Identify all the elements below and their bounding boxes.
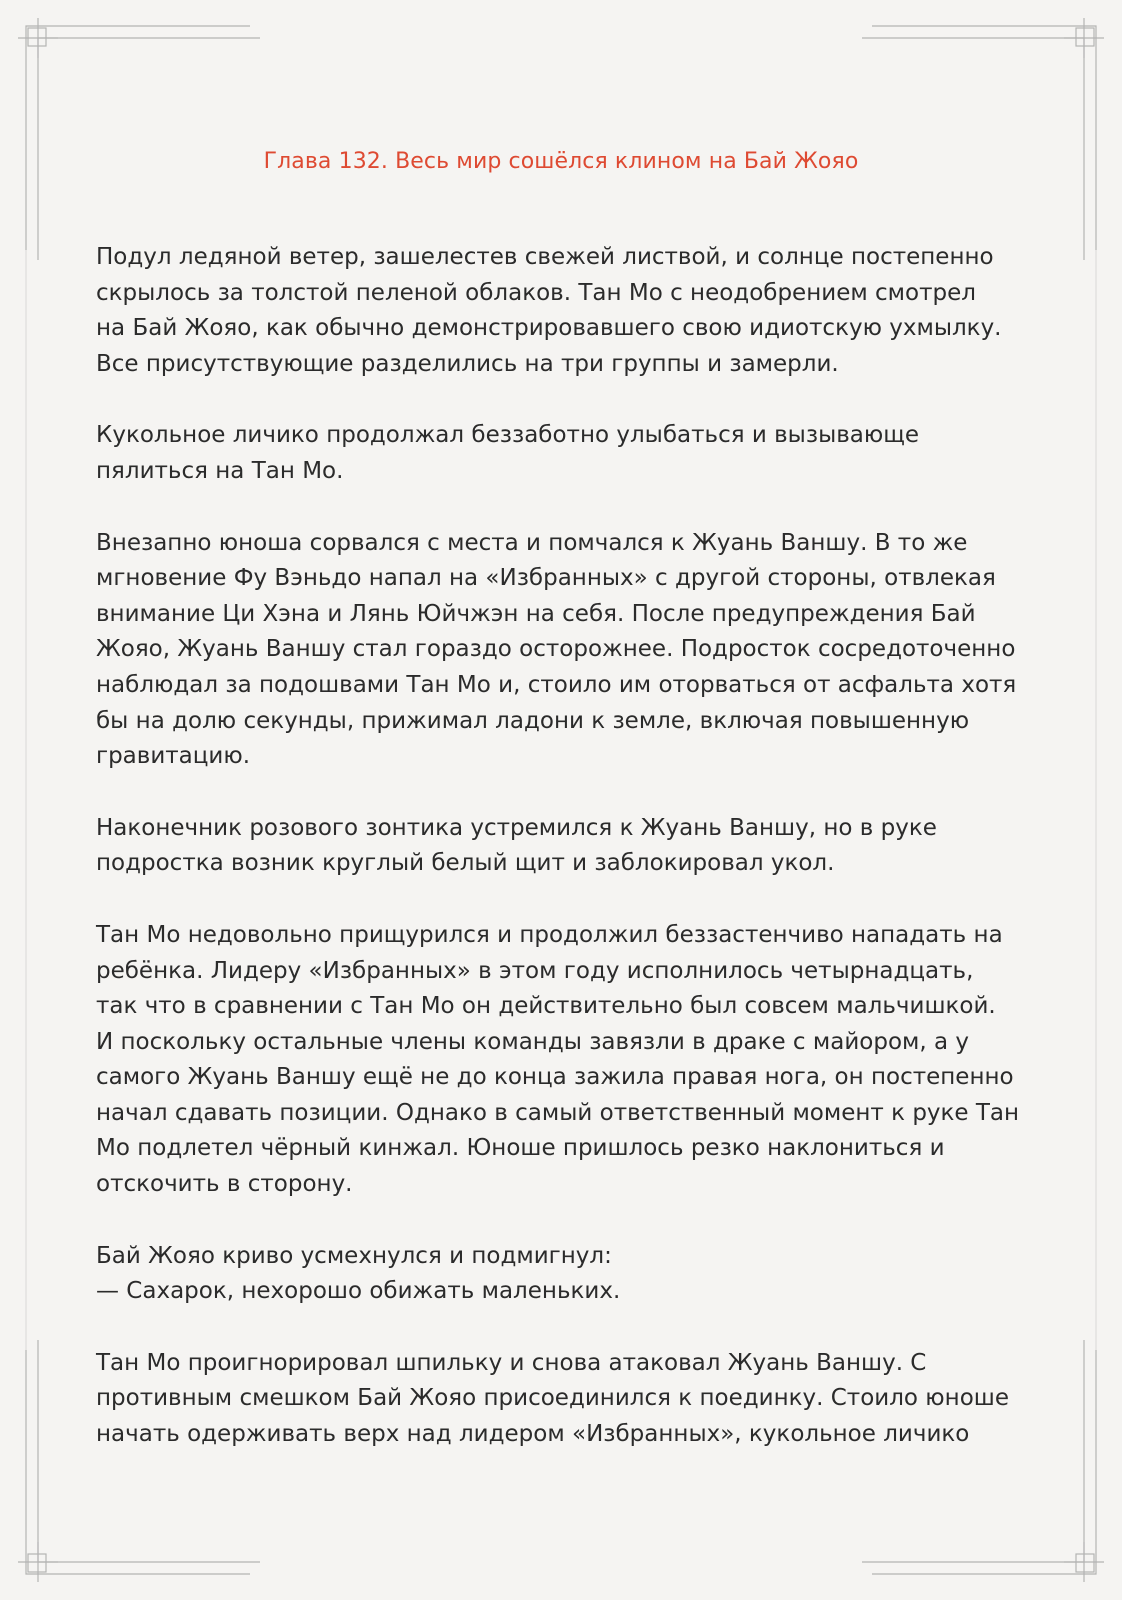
frame-corner-top-left <box>18 18 260 260</box>
text-line: гравитацию. <box>96 743 251 770</box>
text-line: пялиться на Тан Мо. <box>96 457 344 484</box>
text-line: скрылось за толстой пеленой облаков. Тан Мо с неодобрением смотрел <box>96 279 976 306</box>
text-line: Тан Мо недовольно прищурился и продолжил беззастенчиво нападать на <box>96 921 1003 948</box>
text-line: Внезапно юноша сорвался с места и помчался к Жуань Ваншу. В то же <box>96 529 968 556</box>
text-line: наблюдал за подошвами Тан Мо и, стоило им оторваться от асфальта хотя <box>96 671 1017 698</box>
text-line: Кукольное личико продолжал беззаботно улыбаться и вызывающе <box>96 422 920 449</box>
text-line: так что в сравнении с Тан Мо он действительно был совсем мальчишкой. <box>96 993 996 1020</box>
text-line: бы на долю секунды, прижимал ладони к земле, включая повышенную <box>96 707 970 734</box>
chapter-body <box>96 240 1036 1489</box>
text-line: Мо подлетел чёрный кинжал. Юноше пришлось резко наклониться и <box>96 1135 945 1162</box>
text-line: Наконечник розового зонтика устремился к Жуань Ваншу, но в руке <box>96 814 937 841</box>
text-line: начал сдавать позиции. Однако в самый ответственный момент к руке Тан <box>96 1099 1020 1126</box>
text-line: самого Жуань Ваншу ещё не до конца зажила правая нога, он постепенно <box>96 1064 1014 1091</box>
chapter-title: Глава 132. Весь мир сошёлся клином на Бай Жояо <box>263 149 859 174</box>
dialogue-line: — Сахарок, нехорошо обижать маленьких. <box>96 1278 621 1305</box>
text-line: Все присутствующие разделились на три группы и замерли. <box>96 350 839 377</box>
paragraph <box>96 918 1036 1203</box>
paragraph <box>96 1346 1036 1453</box>
frame-corner-top-right <box>862 18 1104 260</box>
text-line: на Бай Жояо, как обычно демонстрировавшего свою идиотскую ухмылку. <box>96 315 1002 342</box>
text-line: противным смешком Бай Жояо присоединился к поединку. Стоило юноше <box>96 1385 1009 1412</box>
paragraph <box>96 526 1036 775</box>
text-line: начать одерживать верх над лидером «Избранных», кукольное личико <box>96 1421 970 1448</box>
text-line: ребёнка. Лидеру «Избранных» в этом году исполнилось четырнадцать, <box>96 957 974 984</box>
paragraph <box>96 811 1036 882</box>
text-line: Бай Жояо криво усмехнулся и подмигнул: <box>96 1242 612 1269</box>
text-line: И поскольку остальные члены команды завязли в драке с майором, а у <box>96 1028 970 1055</box>
text-line: подростка возник круглый белый щит и заблокировал укол. <box>96 850 835 877</box>
paragraph <box>96 418 1036 489</box>
text-line: отскочить в сторону. <box>96 1171 353 1198</box>
text-line: Подул ледяной ветер, зашелестев свежей листвой, и солнце постепенно <box>96 244 994 270</box>
text-line: внимание Ци Хэна и Лянь Юйчжэн на себя. После предупреждения Бай <box>96 600 976 627</box>
paragraph <box>96 1239 1036 1310</box>
text-line: мгновение Фу Вэньдо напал на «Избранных» с другой стороны, отвлекая <box>96 565 996 592</box>
paragraph <box>96 240 1036 382</box>
text-line: Жояо, Жуань Ваншу стал гораздо осторожнее. Подросток сосредоточенно <box>96 636 1016 663</box>
text-line: Тан Мо проигнорировал шпильку и снова атаковал Жуань Ваншу. С <box>96 1349 927 1376</box>
